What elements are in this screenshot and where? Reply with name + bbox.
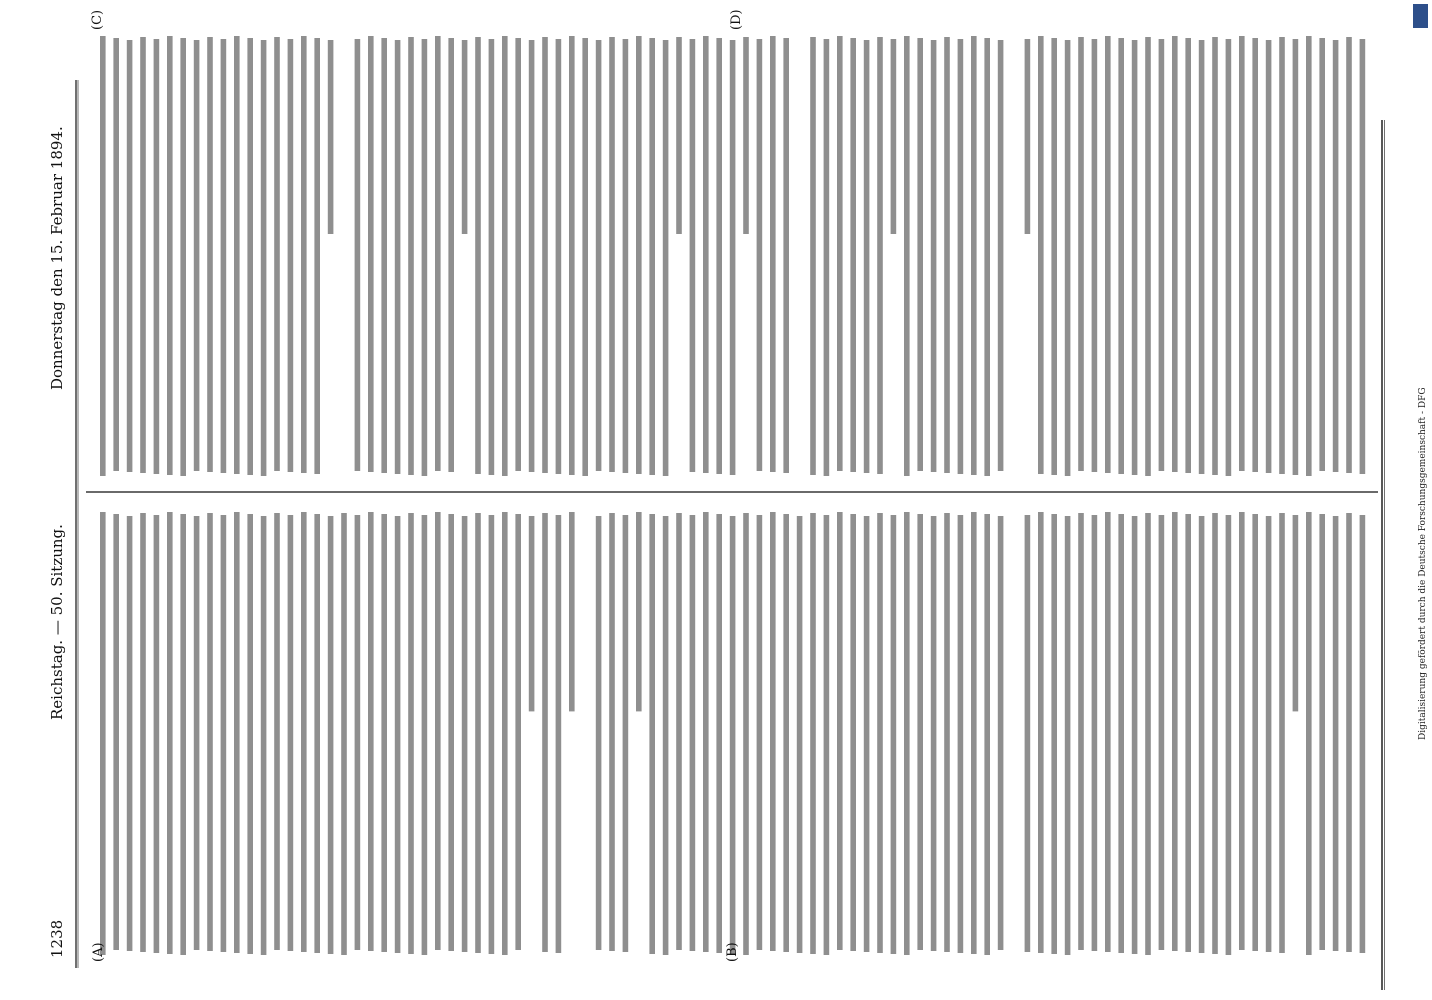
text-line [1065, 40, 1071, 476]
text-line [1092, 515, 1098, 951]
text-line [502, 512, 508, 955]
text-line [234, 36, 240, 474]
text-line [207, 513, 213, 951]
text-line [824, 39, 830, 476]
text-line [904, 36, 910, 476]
text-line [422, 515, 428, 955]
text-line [314, 514, 320, 953]
text-line [368, 512, 374, 951]
text-line [1118, 38, 1124, 474]
text-line [623, 39, 629, 473]
text-line [609, 513, 615, 951]
text-line [1078, 37, 1084, 471]
text-line [462, 40, 468, 234]
text-line [1185, 38, 1191, 473]
dfg-logo [1413, 4, 1428, 28]
text-line [234, 512, 240, 953]
text-line [716, 514, 722, 953]
text-line [984, 38, 990, 476]
text-line [1319, 514, 1325, 950]
text-line [408, 513, 414, 954]
text-line [448, 38, 454, 472]
text-line [998, 516, 1004, 950]
text-line [1266, 516, 1272, 952]
text-line [556, 39, 562, 474]
text-line [462, 516, 468, 952]
text-line [167, 36, 173, 475]
text-line [1346, 513, 1352, 952]
text-line [770, 36, 776, 472]
text-line [1118, 514, 1124, 953]
text-line [596, 516, 602, 950]
text-line [931, 40, 937, 472]
text-line [422, 39, 428, 476]
text-line [140, 513, 146, 952]
text-line [917, 38, 923, 471]
text-line [636, 36, 642, 474]
text-line [194, 40, 200, 471]
text-line [1172, 36, 1178, 472]
text-line [1239, 36, 1245, 471]
text-line [556, 515, 562, 953]
text-line [435, 36, 441, 471]
text-line [301, 512, 307, 952]
text-line [288, 515, 294, 951]
margin-mark-c: (C) [90, 9, 105, 30]
text-line [314, 38, 320, 474]
text-line [1252, 514, 1258, 951]
text-line [542, 513, 548, 952]
text-line [663, 516, 669, 955]
text-line [1025, 39, 1031, 234]
text-line [1199, 40, 1205, 474]
text-line [140, 37, 146, 473]
text-line [850, 38, 856, 472]
text-line [676, 513, 682, 950]
text-line [1172, 512, 1178, 951]
text-line [489, 515, 495, 954]
text-line [502, 36, 508, 476]
text-line [1333, 40, 1339, 472]
text-line [984, 514, 990, 955]
right-margin-rule [1382, 120, 1385, 990]
text-line [542, 37, 548, 473]
text-line [127, 516, 133, 951]
text-line [582, 38, 588, 476]
text-line [837, 512, 843, 950]
text-line [1360, 39, 1366, 474]
text-line [1199, 516, 1205, 953]
text-line [730, 40, 736, 475]
text-line [944, 37, 950, 473]
text-line [1226, 515, 1232, 955]
text-line [783, 514, 789, 952]
text-line [730, 516, 736, 954]
text-line [623, 515, 629, 952]
text-line [1051, 514, 1057, 954]
text-line [1078, 513, 1084, 950]
text-line [743, 513, 749, 955]
text-line [1293, 515, 1299, 711]
text-line [475, 513, 481, 953]
text-line [154, 515, 160, 953]
text-line [1279, 513, 1285, 953]
left-column-text [100, 512, 1365, 955]
text-line [529, 516, 535, 711]
text-line [180, 514, 186, 955]
text-line [167, 512, 173, 954]
text-line [274, 513, 280, 950]
text-line [877, 37, 883, 474]
running-header [76, 80, 78, 968]
text-line [703, 512, 709, 952]
text-line [1333, 516, 1339, 951]
margin-mark-d: (D) [729, 9, 744, 30]
text-line [1132, 40, 1138, 475]
text-line [381, 38, 387, 473]
text-line [797, 516, 803, 953]
text-line [1051, 38, 1057, 475]
text-line [864, 40, 870, 473]
text-line [877, 513, 883, 953]
text-line [1065, 516, 1071, 955]
text-line [904, 512, 910, 955]
margin-mark-b: (B) [725, 942, 740, 962]
text-line [676, 37, 682, 234]
text-line [703, 36, 709, 473]
text-line [1185, 514, 1191, 952]
text-line [958, 515, 964, 953]
text-line [221, 39, 227, 473]
text-line [1212, 37, 1218, 475]
text-line [100, 512, 106, 955]
text-line [1212, 513, 1218, 954]
digitization-credit: Digitalisierung gefördert durch die Deutsche Forschungsgemeinschaft - DFG [1418, 387, 1428, 740]
text-line [515, 38, 521, 471]
text-line [917, 514, 923, 950]
text-line [931, 516, 937, 951]
text-line [944, 513, 950, 952]
text-line [810, 37, 816, 475]
text-line [569, 512, 575, 711]
text-line [261, 516, 267, 955]
text-line [1239, 512, 1245, 950]
text-line [328, 40, 334, 234]
text-line [1132, 516, 1138, 954]
text-line [1293, 39, 1299, 475]
text-line [408, 37, 414, 475]
text-line [395, 516, 401, 953]
text-line [1346, 37, 1352, 473]
text-line [837, 36, 843, 471]
text-line [247, 514, 253, 954]
text-line [1145, 513, 1151, 955]
text-line [850, 514, 856, 951]
text-line [113, 514, 119, 950]
text-line [207, 37, 213, 472]
text-line [1252, 38, 1258, 472]
header-date: Donnerstag den 15. Februar 1894. [48, 126, 66, 390]
right-column-text [100, 36, 1365, 476]
text-line [1306, 36, 1312, 476]
text-line [301, 36, 307, 473]
text-line [971, 512, 977, 954]
text-line [381, 514, 387, 952]
text-line [998, 40, 1004, 471]
text-line [1105, 36, 1111, 473]
text-line [221, 515, 227, 952]
text-line [368, 36, 374, 472]
text-line [649, 514, 655, 954]
text-line [127, 40, 133, 472]
text-line [489, 39, 495, 475]
text-line [355, 515, 361, 950]
text-line [770, 512, 776, 951]
text-line [1038, 36, 1044, 474]
text-line [1105, 512, 1111, 952]
text-line [261, 40, 267, 476]
text-line [247, 38, 253, 475]
text-line [649, 38, 655, 475]
text-line [435, 512, 441, 950]
margin-mark-a: (A) [91, 942, 106, 962]
text-line [1025, 515, 1031, 952]
text-line [663, 40, 669, 476]
text-line [1038, 512, 1044, 953]
text-line [824, 515, 830, 955]
text-line [154, 39, 160, 474]
text-line [274, 37, 280, 471]
text-line [636, 512, 642, 711]
text-line [1226, 39, 1232, 476]
text-line [448, 514, 454, 951]
text-line [194, 516, 200, 950]
text-line [180, 38, 186, 476]
text-line [757, 39, 763, 471]
text-line [891, 39, 897, 234]
text-line [1360, 515, 1366, 953]
text-line [891, 515, 897, 954]
text-line [810, 513, 816, 954]
text-line [1159, 39, 1165, 471]
text-line [1279, 37, 1285, 474]
text-line [341, 513, 347, 955]
text-line [328, 516, 334, 954]
text-line [757, 515, 763, 950]
text-line [1319, 38, 1325, 471]
text-line [529, 40, 535, 472]
header-title: Reichstag. — 50. Sitzung. [48, 524, 66, 720]
text-line [113, 38, 119, 471]
text-line [971, 36, 977, 475]
text-line [288, 39, 294, 472]
text-line [783, 38, 789, 473]
text-line [609, 37, 615, 472]
text-line [475, 37, 481, 474]
page-number: 1238 [48, 919, 66, 958]
text-line [355, 39, 361, 471]
text-line [515, 514, 521, 950]
text-line [716, 38, 722, 474]
text-line [1266, 40, 1272, 473]
text-line [743, 37, 749, 234]
text-line [1145, 37, 1151, 476]
text-line [690, 39, 696, 472]
text-line [864, 516, 870, 952]
text-line [958, 39, 964, 474]
text-line [569, 36, 575, 475]
text-line [1306, 512, 1312, 955]
text-line [690, 515, 696, 951]
text-line [1092, 39, 1098, 472]
text-line [395, 40, 401, 474]
text-line [100, 36, 106, 476]
text-line [1159, 515, 1165, 950]
text-line [596, 40, 602, 471]
